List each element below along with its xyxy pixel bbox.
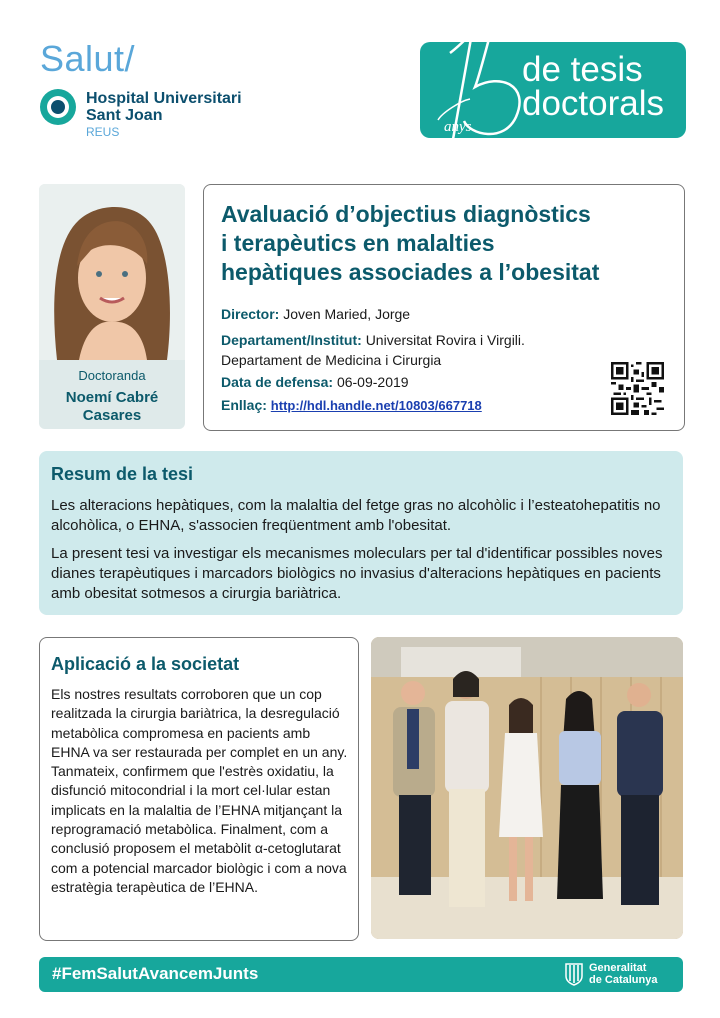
summary-heading: Resum de la tesi xyxy=(51,464,194,484)
candidate-card xyxy=(39,184,185,429)
summary-paragraph-2: La present tesi va investigar els mecanismes moleculars per tal d'identificar possibles noves dianes terapèutiques i marcadors biològics no invasius d'alteracions hepàtiques en pacients amb obesitat sotmesos a cirurgia bariàtrica. xyxy=(51,545,663,602)
badge-anys: anys xyxy=(444,119,472,135)
candidate-photo xyxy=(39,184,185,360)
candidate-role: Doctoranda xyxy=(78,368,146,383)
badge-line2: doctorals xyxy=(522,84,665,123)
generalitat-line1: Generalitat xyxy=(589,962,647,974)
thesis-title-line3: hepàtiques associades a l’obesitat xyxy=(221,259,600,285)
hospital-name-line1: Hospital Universitari xyxy=(86,90,242,107)
hospital-logo-icon xyxy=(39,88,77,126)
team-photo xyxy=(371,637,683,939)
director-label: Director: xyxy=(221,306,280,322)
hospital-city: REUS xyxy=(86,125,120,139)
thesis-title xyxy=(221,200,671,287)
director-row xyxy=(221,306,410,322)
thesis-link[interactable]: http://hdl.handle.net/10803/667718 xyxy=(270,398,482,413)
link-row xyxy=(221,397,482,413)
badge-line1: de tesis xyxy=(522,50,643,89)
hospital-name-line2: Sant Joan xyxy=(86,107,163,124)
generalitat-line2: de Catalunya xyxy=(589,974,658,986)
salut-logo-text: Salut/ xyxy=(40,38,136,79)
candidate-name-line1: Noemí Cabré xyxy=(65,389,159,406)
director-value: Joven Maried, Jorge xyxy=(283,306,411,322)
thesis-title-line2: i terapèutics en malalties xyxy=(221,230,495,256)
qr-code-icon[interactable] xyxy=(611,362,664,415)
summary-paragraph-1: Les alteracions hepàtiques, com la malaltia del fetge gras no alcohòlic i l’esteatohepatitis no alcohòlica, o EHNA, s'associen freqüentment amb l'obesitat. xyxy=(51,497,661,534)
generalitat-logo-icon xyxy=(564,962,584,986)
application-heading: Aplicació a la societat xyxy=(51,654,240,674)
thesis-title-line1: Avaluació d’objectius diagnòstics xyxy=(221,201,591,227)
department-row xyxy=(221,330,601,370)
candidate-name-line2: Casares xyxy=(82,407,142,424)
department-line1: Universitat Rovira i Virgili. xyxy=(365,332,525,348)
generalitat-text xyxy=(589,962,657,986)
candidate-name xyxy=(39,389,185,425)
hospital-name xyxy=(86,90,242,124)
defense-date-row xyxy=(221,374,409,390)
application-text: Els nostres resultats corroboren que un cop realitzada la cirurgia bariàtrica, la desregulació metabòlica compromesa en pacients amb EHNA va ser restaurada per complet en un any. Tanmateix, confirmem que l'estrès oxidatiu, la disfunció mitocondrial i la mort cel·lular estan implicats en la malaltia de l’EHNA mitjançant la reprogramació metabòlica. Finalment, com a conclusió proposem el metabòlit α-cetoglutarat com a potencial marcador biològic i com a nova estratègia terapèutica de l’EHNA. xyxy=(51,686,348,895)
defense-date-value: 06-09-2019 xyxy=(336,374,409,390)
defense-date-label: Data de defensa: xyxy=(221,374,334,390)
department-line2: Departament de Medicina i Cirurgia xyxy=(221,352,442,368)
department-label: Departament/Institut: xyxy=(221,332,362,348)
link-label: Enllaç: xyxy=(221,397,267,413)
footer-hashtag: #FemSalutAvancemJunts xyxy=(52,964,259,983)
